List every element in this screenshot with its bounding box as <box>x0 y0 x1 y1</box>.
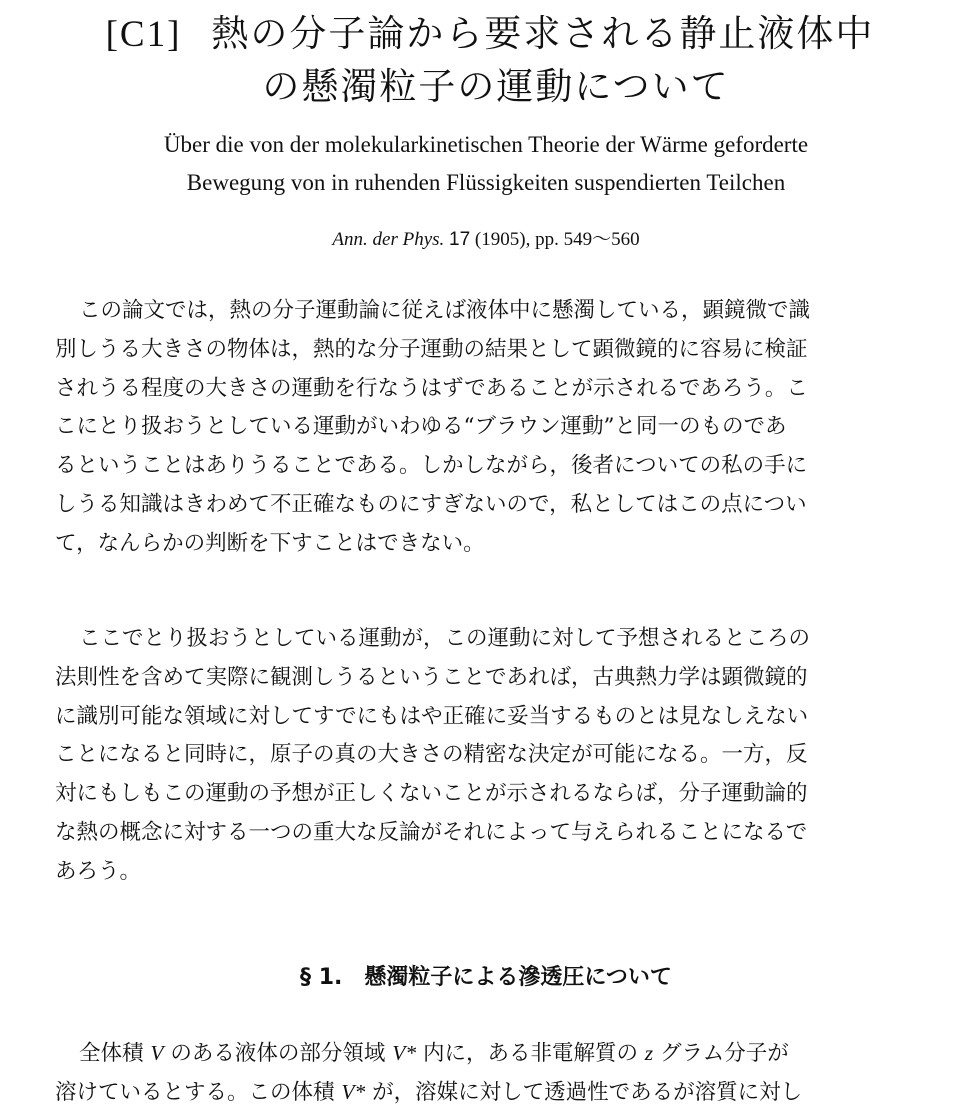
paper-label: [C1] <box>105 14 182 55</box>
title-line-1 <box>0 8 972 61</box>
variable-v-star: V* <box>341 1079 366 1104</box>
section-number: § 1. <box>300 965 343 990</box>
text-run: 溶けているとする。この体積 <box>55 1079 335 1105</box>
citation <box>0 226 972 254</box>
paragraph-line: 法則性を含めて実際に観測しうるということであれば，古典熱力学は顕微鏡的 <box>55 664 808 690</box>
paragraph-line: されうる程度の大きさの運動を行なうはずであることが示されるであろう。こ <box>55 375 808 401</box>
paragraph-line: しうる知識はきわめて不正確なものにすぎないので，私としてはこの点につい <box>55 491 807 517</box>
paragraph-line: な熱の概念に対する一つの重大な反論がそれによって与えられることになるで <box>55 819 808 845</box>
variable-v-star: V* <box>392 1041 417 1065</box>
paragraph-line: るということはありうることである。しかしながら，後者についての私の手に <box>55 453 808 479</box>
paragraph-line: ここでとり扱おうとしている運動が，この運動に対して予想されるところの <box>79 626 811 651</box>
paragraph-line <box>55 1073 917 1112</box>
variable-v: V <box>150 1041 164 1065</box>
citation-journal: Ann. der Phys. <box>332 229 445 250</box>
paragraph-3 <box>55 1034 917 1112</box>
paragraph-line: ことになると同時に，原子の真の大きさの精密な決定が可能になる。一方，反 <box>55 742 808 768</box>
paragraph-line: 別しうる大きさの物体は，熱的な分子運動の結果として顕微鏡的に容易に検証 <box>55 336 808 362</box>
section-heading <box>0 962 972 994</box>
paragraph-line: この論文では，熱の分子運動論に従えば液体中に懸濁している，顕鏡微で識 <box>79 298 811 323</box>
paragraph-line: に識別可能な領域に対してすでにもはや正確に妥当するものとは見なしえない <box>55 703 809 729</box>
text-run: グラム分子が <box>660 1041 789 1066</box>
citation-year: (1905), <box>474 229 531 250</box>
title-text-1: 熱の分子論から要求される静止液体中 <box>211 12 875 55</box>
german-title-line-2: Bewegung von in ruhenden Flüssigkeiten suspendierten Teilchen <box>186 170 786 195</box>
text-run: 全体積 <box>79 1041 144 1066</box>
paragraph-line: あろう。 <box>55 858 142 884</box>
german-title <box>0 126 972 202</box>
title-line-2: の懸濁粒子の運動について <box>262 65 730 108</box>
paragraph-line: 対にもしもこの運動の予想が正しくないことが示されるならば，分子運動論的 <box>55 781 808 807</box>
variable-z: z <box>644 1041 654 1065</box>
citation-volume: 17 <box>449 229 471 250</box>
section-title: 懸濁粒子による滲透圧について <box>364 965 672 990</box>
paragraph-2 <box>55 620 917 892</box>
german-title-line-1: Über die von der molekularkinetischen Theorie der Wärme geforderte <box>163 132 809 157</box>
citation-pages: pp. 549～560 <box>535 229 640 250</box>
text-run: のある液体の部分領域 <box>170 1041 386 1066</box>
paragraph-line: て，なんらかの判断を下すことはできない。 <box>55 530 485 556</box>
paper-title <box>0 8 972 113</box>
text-run: が，溶媒に対して透過性であるが溶質に対し <box>372 1079 803 1105</box>
paragraph-line: こにとり扱おうとしている運動がいわゆる“ブラウン運動”と同一のものであ <box>55 414 787 440</box>
paragraph-line <box>55 1034 917 1073</box>
text-run: 内に，ある非電解質の <box>422 1041 638 1066</box>
paragraph-1 <box>55 292 917 564</box>
